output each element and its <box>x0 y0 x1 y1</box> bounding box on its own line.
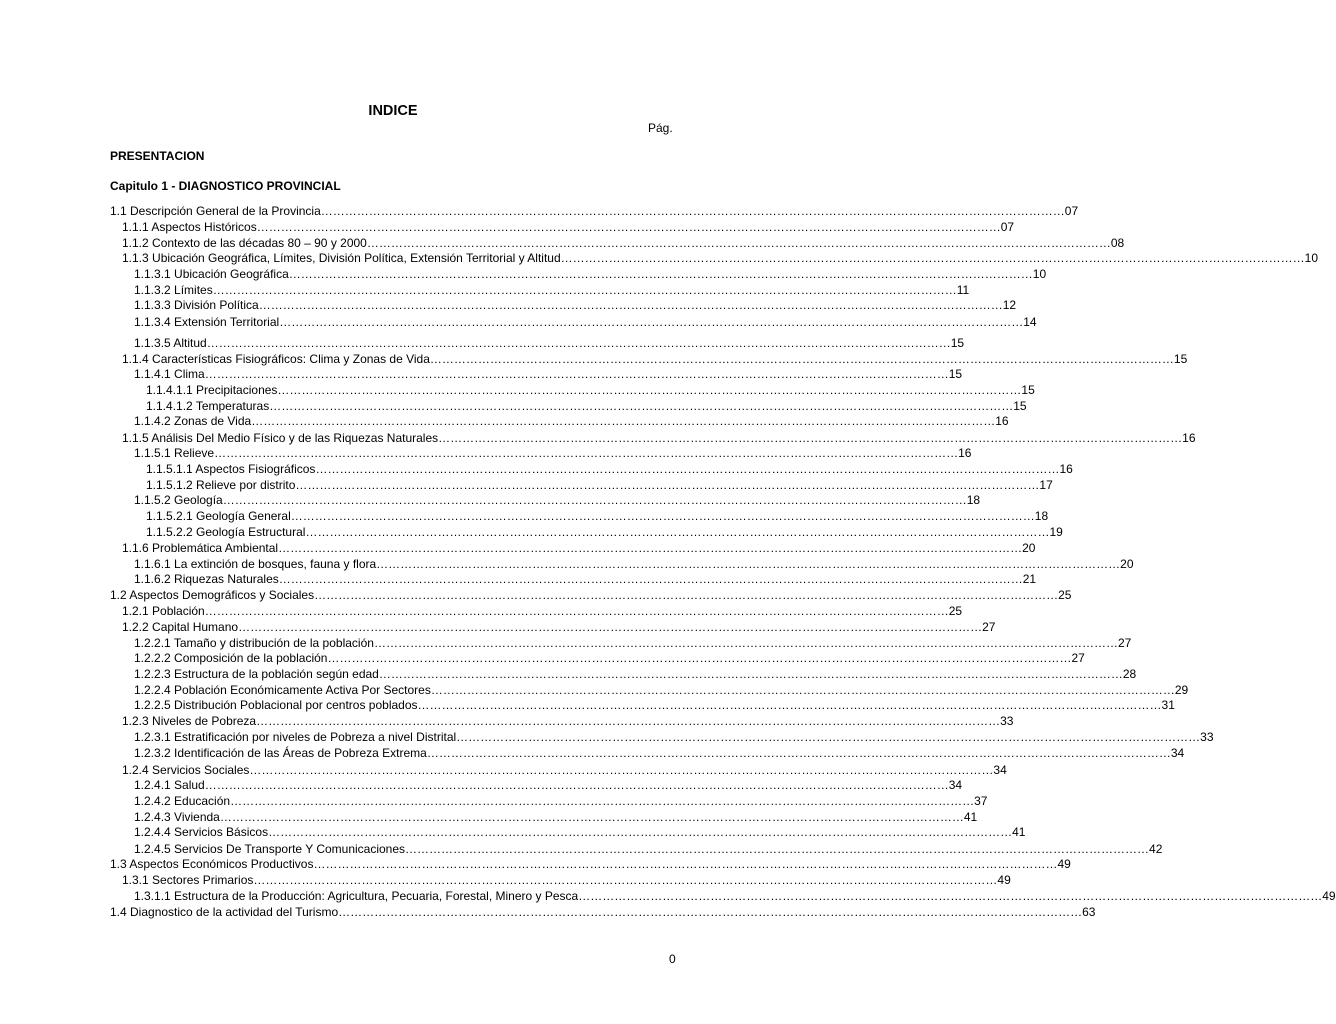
toc-dot-leader: …………………………………………………………………………………………………………………………………………………………………… <box>313 857 1058 871</box>
toc-entry-label: 1.1.4.1.1 Precipitaciones <box>146 383 278 397</box>
toc-entry <box>134 557 1134 573</box>
toc-dot-leader: …………………………………………………………………………………………………………………………………………………………………… <box>430 683 1175 697</box>
toc-entry <box>134 698 1175 714</box>
toc-entry-label: 1.2.2.3 Estructura de la población según edad <box>134 667 379 681</box>
toc-entry <box>122 604 963 620</box>
toc-entry <box>134 315 1037 331</box>
toc-entry <box>134 810 978 826</box>
chapter-heading: Capitulo 1 - DIAGNOSTICO PROVINCIAL <box>110 179 341 193</box>
toc-entry-page: 20 <box>1022 541 1036 555</box>
toc-dot-leader: …………………………………………………………………………………………………………………………………………………………………… <box>417 698 1162 712</box>
toc-dot-leader: …………………………………………………………………………………………………………………………………………………………………… <box>327 651 1072 665</box>
toc-entry <box>122 220 1015 236</box>
toc-entry-page: 34 <box>948 778 963 792</box>
toc-dot-leader: …………………………………………………………………………………………………………………………………………………………………… <box>256 220 1001 234</box>
toc-dot-leader: …………………………………………………………………………………………………………………………………………………………………… <box>456 730 1201 744</box>
toc-entry-label: 1.2.3.2 Identificación de las Áreas de Pobreza Extrema <box>134 746 427 760</box>
toc-entry-label: 1.2.2 Capital Humano <box>122 620 239 634</box>
toc-entry-page: 34 <box>1170 746 1185 760</box>
toc-entry-page: 19 <box>1049 525 1063 539</box>
toc-entry-label: 1.1.4.1 Clima <box>134 367 205 381</box>
toc-entry <box>110 857 1071 873</box>
toc-entry-label: 1.1.5 Análisis Del Medio Físico y de las Riquezas Naturales <box>122 431 439 445</box>
toc-dot-leader: …………………………………………………………………………………………………………………………………………………………………… <box>405 842 1150 856</box>
toc-dot-leader: …………………………………………………………………………………………………………………………………………………………………… <box>230 794 975 808</box>
toc-entry <box>122 873 1011 889</box>
toc-entry-page: 18 <box>1034 509 1049 523</box>
toc-entry-page: 15 <box>948 367 963 381</box>
toc-entry <box>110 905 1096 921</box>
toc-dot-leader: …………………………………………………………………………………………………………………………………………………………………… <box>278 572 1023 586</box>
toc-entry-label: 1.1.4.2 Zonas de Vida <box>134 414 252 428</box>
toc-entry <box>134 267 1047 283</box>
toc-entry <box>134 778 963 794</box>
toc-entry <box>134 446 972 462</box>
toc-entry <box>134 746 1185 762</box>
toc-entry <box>134 283 970 299</box>
toc-dot-leader: …………………………………………………………………………………………………………………………………………………………………… <box>290 509 1035 523</box>
toc-dot-leader: …………………………………………………………………………………………………………………………………………………………………… <box>204 604 949 618</box>
toc-entry-label: 1.3 Aspectos Económicos Productivos <box>110 857 314 871</box>
toc-entry-label: 1.2.2.1 Tamaño y distribución de la población <box>134 636 374 650</box>
toc-entry-label: 1.1.5.1 Relieve <box>134 446 215 460</box>
toc-entry <box>134 730 1214 746</box>
toc-entry <box>134 651 1085 667</box>
toc-entry-page: 49 <box>997 873 1011 887</box>
toc-entry <box>134 889 1336 905</box>
toc-entry-label: 1.2.3.1 Estratificación por niveles de Pobreza a nivel Distrital <box>134 730 457 744</box>
toc-dot-leader: …………………………………………………………………………………………………………………………………………………………………… <box>429 352 1174 366</box>
toc-entry-label: 1.1.3.3 División Política <box>134 298 259 312</box>
toc-entry-page: 33 <box>1000 714 1014 728</box>
toc-entry <box>134 825 1026 841</box>
toc-entry-label: 1.2.4.5 Servicios De Transporte Y Comunicaciones <box>134 842 406 856</box>
toc-entry-label: 1.1.3.5 Altitud <box>134 336 207 350</box>
toc-dot-leader: …………………………………………………………………………………………………………………………………………………………………… <box>204 367 949 381</box>
toc-entry <box>134 367 963 383</box>
toc-entry-page: 34 <box>993 763 1007 777</box>
toc-entry-page: 49 <box>1322 889 1336 903</box>
toc-entry-label: 1.1.6.1 La extinción de bosques, fauna y flora <box>134 557 377 571</box>
toc-entry-label: 1.1.6.2 Riquezas Naturales <box>134 572 279 586</box>
toc-dot-leader: …………………………………………………………………………………………………………………………………………………………………… <box>256 714 1001 728</box>
toc-entry <box>134 683 1189 699</box>
toc-entry-page: 27 <box>1071 651 1085 665</box>
toc-dot-leader: …………………………………………………………………………………………………………………………………………………………………… <box>578 889 1323 903</box>
toc-entry <box>122 714 1014 730</box>
toc-entry-page: 37 <box>974 794 988 808</box>
toc-entry-page: 63 <box>1082 905 1096 919</box>
toc-entry-label: 1.2.4.2 Educación <box>134 794 231 808</box>
toc-entry-label: 1.2.2.4 Población Económicamente Activa Por Sectores <box>134 683 431 697</box>
toc-dot-leader: …………………………………………………………………………………………………………………………………………………………………… <box>438 431 1183 445</box>
toc-entry-label: 1.1.2 Contexto de las décadas 80 – 90 y 2000 <box>122 236 367 250</box>
toc-entry <box>122 541 1036 557</box>
toc-entry-label: 1.1 Descripción General de la Provincia <box>110 204 321 218</box>
toc-entry-label: 1.2.4 Servicios Sociales <box>122 763 250 777</box>
toc-entry-label: 1.1.4 Características Fisiográficos: Clima y Zonas de Vida <box>122 352 430 366</box>
toc-entry <box>134 667 1137 683</box>
toc-entry-label: 1.2.2.2 Composición de la población <box>134 651 328 665</box>
toc-entry-page: 10 <box>1032 267 1047 281</box>
toc-dot-leader: …………………………………………………………………………………………………………………………………………………………………… <box>426 746 1171 760</box>
toc-dot-leader: …………………………………………………………………………………………………………………………………………………………………… <box>378 667 1123 681</box>
toc-entry-label: 1.2.3 Niveles de Pobreza <box>122 714 257 728</box>
toc-entry-label: 1.1.3.4 Extensión Territorial <box>134 315 280 329</box>
toc-dot-leader: …………………………………………………………………………………………………………………………………………………………………… <box>204 778 949 792</box>
toc-entry-page: 42 <box>1149 842 1163 856</box>
toc-entry-page: 10 <box>1304 251 1319 265</box>
toc-entry-page: 29 <box>1174 683 1189 697</box>
toc-entry-page: 28 <box>1122 667 1137 681</box>
toc-entry <box>134 842 1163 858</box>
toc-entry-label: 1.4 Diagnostico de la actividad del Turismo <box>110 905 339 919</box>
toc-entry <box>122 251 1319 267</box>
toc-dot-leader: …………………………………………………………………………………………………………………………………………………………………… <box>376 557 1121 571</box>
toc-dot-leader: …………………………………………………………………………………………………………………………………………………………………… <box>315 462 1060 476</box>
toc-entry-label: 1.1.3.1 Ubicación Geográfica <box>134 267 289 281</box>
toc-entry-label: 1.1.3 Ubicación Geográfica, Límites, División Política, Extensión Territorial y Altitud <box>122 251 561 265</box>
toc-entry <box>146 509 1049 525</box>
toc-dot-leader: …………………………………………………………………………………………………………………………………………………………………… <box>269 399 1014 413</box>
toc-entry-page: 49 <box>1057 857 1071 871</box>
toc-entry-page: 12 <box>1002 298 1017 312</box>
toc-entry <box>134 298 1017 314</box>
presentation-heading: PRESENTACION <box>110 149 205 163</box>
toc-entry-page: 15 <box>1173 352 1188 366</box>
toc-dot-leader: …………………………………………………………………………………………………………………………………………………………………… <box>222 493 967 507</box>
toc-entry <box>134 336 965 352</box>
toc-entry-label: 1.2.4.3 Vivienda <box>134 810 220 824</box>
toc-entry-label: 1.3.1.1 Estructura de la Producción: Agricultura, Pecuaria, Forestal, Minero y Pesca <box>134 889 579 903</box>
toc-dot-leader: …………………………………………………………………………………………………………………………………………………………………… <box>212 283 957 297</box>
toc-dot-leader: …………………………………………………………………………………………………………………………………………………………………… <box>314 588 1059 602</box>
toc-dot-leader: …………………………………………………………………………………………………………………………………………………………………… <box>214 446 959 460</box>
toc-entry-page: 16 <box>958 446 972 460</box>
toc-dot-leader: …………………………………………………………………………………………………………………………………………………………………… <box>560 251 1305 265</box>
toc-entry-page: 27 <box>982 620 996 634</box>
toc-entry-label: 1.2.4.1 Salud <box>134 778 205 792</box>
toc-entry <box>122 431 1196 447</box>
toc-entry-page: 15 <box>1021 383 1035 397</box>
toc-dot-leader: …………………………………………………………………………………………………………………………………………………………………… <box>258 298 1003 312</box>
toc-dot-leader: …………………………………………………………………………………………………………………………………………………………………… <box>295 478 1040 492</box>
toc-entry-label: 1.1.6 Problemática Ambiental <box>122 541 279 555</box>
toc-entry <box>122 763 1007 779</box>
toc-dot-leader: …………………………………………………………………………………………………………………………………………………………………… <box>253 873 998 887</box>
toc-entry-label: 1.1.5.2.2 Geología Estructural <box>146 525 306 539</box>
toc-entry <box>122 352 1188 368</box>
toc-dot-leader: …………………………………………………………………………………………………………………………………………………………………… <box>219 810 964 824</box>
toc-dot-leader: …………………………………………………………………………………………………………………………………………………………………… <box>305 525 1050 539</box>
toc-entry-page: 08 <box>1110 236 1125 250</box>
toc-dot-leader: …………………………………………………………………………………………………………………………………………………………………… <box>320 204 1065 218</box>
toc-entry <box>122 620 996 636</box>
toc-entry-label: 1.2.1 Población <box>122 604 205 618</box>
toc-entry-page: 21 <box>1022 572 1037 586</box>
toc-entry-page: 41 <box>963 810 978 824</box>
toc-dot-leader: …………………………………………………………………………………………………………………………………………………………………… <box>288 267 1033 281</box>
toc-dot-leader: …………………………………………………………………………………………………………………………………………………………………… <box>268 825 1013 839</box>
toc-entry-page: 25 <box>1058 588 1072 602</box>
toc-dot-leader: …………………………………………………………………………………………………………………………………………………………………… <box>278 541 1023 555</box>
toc-entry-page: 15 <box>1013 399 1027 413</box>
toc-entry-page: 16 <box>995 414 1009 428</box>
toc-dot-leader: …………………………………………………………………………………………………………………………………………………………………… <box>366 236 1111 250</box>
toc-entry-page: 16 <box>1059 462 1073 476</box>
toc-dot-leader: …………………………………………………………………………………………………………………………………………………………………… <box>373 636 1118 650</box>
toc-entry-label: 1.2 Aspectos Demográficos y Sociales <box>110 588 315 602</box>
toc-entry-label: 1.1.5.1.2 Relieve por distrito <box>146 478 296 492</box>
page-column-label: Pág. <box>648 121 673 135</box>
toc-entry-page: 15 <box>950 336 965 350</box>
toc-entry <box>134 794 988 810</box>
toc-entry <box>146 525 1063 541</box>
toc-entry <box>146 399 1027 415</box>
toc-dot-leader: …………………………………………………………………………………………………………………………………………………………………… <box>279 315 1024 329</box>
toc-entry-page: 07 <box>1000 220 1015 234</box>
toc-entry-page: 20 <box>1120 557 1134 571</box>
toc-entry <box>110 204 1079 220</box>
toc-entry-page: 31 <box>1161 698 1175 712</box>
toc-entry-page: 25 <box>948 604 963 618</box>
toc-entry-label: 1.1.5.2.1 Geología General <box>146 509 291 523</box>
toc-entry <box>146 383 1035 399</box>
toc-entry-page: 16 <box>1182 431 1196 445</box>
toc-entry-label: 1.2.4.4 Servicios Básicos <box>134 825 269 839</box>
toc-entry-label: 1.1.1 Aspectos Históricos <box>122 220 257 234</box>
toc-entry-label: 1.1.3.2 Límites <box>134 283 213 297</box>
toc-entry-page: 14 <box>1023 315 1037 329</box>
toc-entry <box>134 636 1132 652</box>
toc-dot-leader: …………………………………………………………………………………………………………………………………………………………………… <box>277 383 1022 397</box>
toc-entry-label: 1.1.5.1.1 Aspectos Fisiográficos <box>146 462 316 476</box>
toc-entry <box>134 414 1009 430</box>
toc-entry-label: 1.1.5.2 Geología <box>134 493 223 507</box>
toc-entry-page: 27 <box>1117 636 1132 650</box>
toc-entry <box>134 572 1037 588</box>
toc-entry <box>134 493 981 509</box>
toc-entry-label: 1.1.4.1.2 Temperaturas <box>146 399 270 413</box>
toc-entry-page: 18 <box>966 493 981 507</box>
page-title: INDICE <box>368 103 418 119</box>
toc-entry-label: 1.3.1 Sectores Primarios <box>122 873 254 887</box>
page-number: 0 <box>669 952 676 966</box>
toc-dot-leader: …………………………………………………………………………………………………………………………………………………………………… <box>238 620 983 634</box>
toc-entry <box>146 478 1053 494</box>
toc-entry <box>122 236 1125 252</box>
toc-dot-leader: …………………………………………………………………………………………………………………………………………………………………… <box>249 763 994 777</box>
toc-dot-leader: …………………………………………………………………………………………………………………………………………………………………… <box>251 414 996 428</box>
toc-entry-page: 33 <box>1200 730 1214 744</box>
toc-dot-leader: …………………………………………………………………………………………………………………………………………………………………… <box>206 336 951 350</box>
toc-entry-label: 1.2.2.5 Distribución Poblacional por centros poblados <box>134 698 418 712</box>
toc-entry <box>146 462 1073 478</box>
toc-entry <box>110 588 1072 604</box>
toc-entry-page: 17 <box>1039 478 1053 492</box>
toc-entry-page: 41 <box>1012 825 1026 839</box>
toc-entry-page: 11 <box>956 283 970 297</box>
toc-entry-page: 07 <box>1064 204 1079 218</box>
toc-dot-leader: …………………………………………………………………………………………………………………………………………………………………… <box>338 905 1083 919</box>
